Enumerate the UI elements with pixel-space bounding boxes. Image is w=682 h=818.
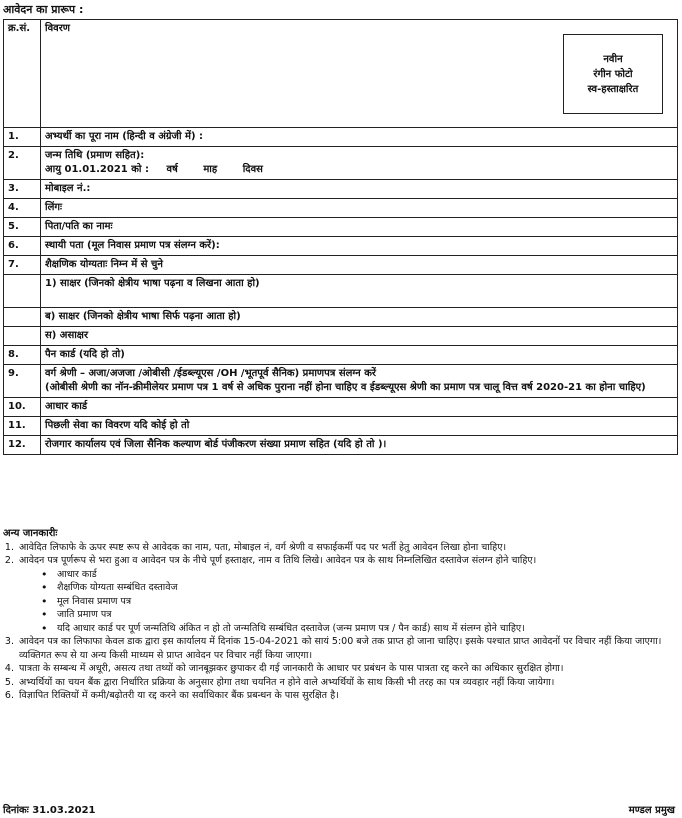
bullet-item: • यदि आधार कार्ड पर पूर्ण जन्मतिथि अंकित न हो तो जन्मतिथि सम्बंधित दस्तावेज (जन्म प्रमाण पत्र / पैन कार्ड) साथ में संलग्न होने चाहिए।	[55, 622, 679, 636]
photo-box-line: नवीन	[603, 53, 623, 65]
info-item: 4. पात्रता के सम्बन्ध में अधूरी, असत्य तथा तथ्यों को जानबूझकर छुपाकर दी गई जानकारी के आधार पर प्रबंधन के पास पात्रता रद्द करने का अधिकार सुरक्षित होगा।	[17, 662, 679, 676]
table-row	[4, 365, 678, 398]
table-row	[4, 436, 678, 455]
table-row	[4, 346, 678, 365]
category-note: (ओबीसी श्रेणी का नॉन-क्रीमीलेयर प्रमाण पत्र 1 वर्ष से अधिक पुराना नहीं होना चाहिए व ईडब्ल्यूएस श्रेणी का प्रमाण पत्र चालू वित्त वर्ष 2020-21 का होना चाहिए)	[45, 382, 646, 393]
qualification-option-b: ब) साक्षर (जिनको क्षेत्रीय भाषा सिर्फ पढ़ना आता हो)	[41, 308, 678, 327]
row-category	[41, 365, 678, 398]
footer-date: दिनांकः 31.03.2021	[3, 805, 96, 816]
table-row	[4, 218, 678, 237]
info-item	[17, 554, 679, 635]
bullet-item: • शैक्षणिक योग्यता सम्बंधित दस्तावेज	[55, 581, 679, 595]
row-employment-registration: रोजगार कार्यालय एवं जिला सैनिक कल्याण बोर्ड पंजीकरण संख्या प्रमाण सहित (यदि हो तो )।	[41, 436, 678, 455]
table-row	[4, 327, 678, 346]
footer-signatory: मण्डल प्रमुख	[628, 805, 675, 816]
row-permanent-address: स्थायी पता (मूल निवास प्रमाण पत्र संलग्न करें):	[41, 237, 678, 256]
table-row	[4, 237, 678, 256]
table-row	[4, 199, 678, 218]
row-number: 5.	[4, 218, 41, 237]
row-father-husband-name: पिता/पति का नामः	[41, 218, 678, 237]
age-prefix: आयु 01.01.2021 को :	[45, 164, 149, 175]
row-number: 12.	[4, 436, 41, 455]
info-item: 1. आवेदित लिफाफे के ऊपर स्पष्ट रूप से आवेदक का नाम, पता, मोबाइल नं, वर्ग श्रेणी व सफाईकर्मी पद पर भर्ती हेतु आवेदन लिखा होना चाहिए।	[17, 541, 679, 555]
qualification-option-a: 1) साक्षर (जिनको क्षेत्रीय भाषा पढ़ना व लिखना आता हो)	[41, 275, 678, 308]
footer	[3, 802, 679, 816]
row-number: 7.	[4, 256, 41, 275]
bullet-item: • आधार कार्ड	[55, 568, 679, 582]
info-item: 6. विज्ञापित रिक्तियों में कमी/बढ़ोतरी या रद्द करने का सर्वाधिकार बैंक प्रबन्धन के पास सुरक्षित है।	[17, 689, 679, 703]
photo-box	[563, 34, 663, 114]
row-number: 8.	[4, 346, 41, 365]
header-description-cell	[41, 20, 678, 128]
row-previous-service: पिछली सेवा का विवरण यदि कोई हो तो	[41, 417, 678, 436]
row-date-of-birth	[41, 147, 678, 180]
age-day-label: दिवस	[242, 164, 263, 175]
age-month-label: माह	[203, 164, 218, 175]
row-number: 9.	[4, 365, 41, 398]
row-number: 10.	[4, 398, 41, 417]
row-number: 2.	[4, 147, 41, 180]
row-mobile: मोबाइल नं.:	[41, 180, 678, 199]
qualification-option-c: स) असाक्षर	[41, 327, 678, 346]
table-row	[4, 256, 678, 275]
header-description: विवरण	[45, 23, 71, 34]
info-item: 5. अभ्यर्थियों का चयन बैंक द्वारा निर्धारित प्रक्रिया के अनुसार होगा तथा चयनित न होने वाले अभ्यर्थियों के साथ किसी भी तरह का पत्र व्यवहार नहीं किया जायेगा।	[17, 676, 679, 690]
info-list	[3, 541, 679, 703]
header-serial-no: क्र.सं.	[4, 20, 41, 128]
row-gender: लिंगः	[41, 199, 678, 218]
table-header-row	[4, 20, 678, 128]
table-row	[4, 147, 678, 180]
age-year-label: वर्ष	[166, 164, 178, 175]
info-item: 3. आवेदन पत्र का लिफाफा केवल डाक द्वारा इस कार्यालय में दिनांक 15-04-2021 को सायं 5:00 बजे तक प्राप्त हो जाना चाहिए। इसके पश्चात प्राप्त आवेदनों पर विचार नहीं किया जाएगा। व्यक्तिगत रूप से या अन्य किसी माध्यम से प्राप्त आवेदन पर विचार नहीं किया जाएगा।	[17, 635, 679, 662]
table-row	[4, 417, 678, 436]
info-item-text: आवेदन पत्र पूर्णरूप से भरा हुआ व आवेदन पत्र के नीचे पूर्ण हस्ताक्षर, नाम व तिथि लिखे। आवेदन पत्र के साथ निम्नलिखित दस्तावेज संलग्न होने चाहिए।	[19, 555, 537, 566]
age-line	[45, 163, 673, 177]
bullet-item: • मूल निवास प्रमाण पत्र	[55, 595, 679, 609]
table-row	[4, 180, 678, 199]
bullet-item: • जाति प्रमाण पत्र	[55, 608, 679, 622]
row-number: 1.	[4, 128, 41, 147]
other-information	[3, 527, 679, 703]
category-label: वर्ग श्रेणी – अजा/अजजा /ओबीसी /ईडब्ल्यूएस /OH /भूतपूर्व सैनिक) प्रमाणपत्र संलग्न करें	[45, 368, 376, 379]
row-aadhaar: आधार कार्ड	[41, 398, 678, 417]
application-form-table	[3, 19, 678, 455]
table-row	[4, 275, 678, 308]
info-title: अन्य जानकारीः	[3, 528, 58, 539]
photo-box-line: स्व-हस्ताक्षरित	[587, 83, 639, 95]
dob-label: जन्म तिथि (प्रमाण सहित):	[45, 150, 145, 161]
form-title: आवेदन का प्रारूप :	[3, 3, 84, 16]
row-number: 11.	[4, 417, 41, 436]
document-bullet-list	[19, 568, 679, 636]
row-candidate-name: अभ्यर्थी का पूरा नाम (हिन्दी व अंग्रेजी में) :	[41, 128, 678, 147]
row-number: 6.	[4, 237, 41, 256]
table-row	[4, 308, 678, 327]
photo-box-line: रंगीन फोटो	[593, 68, 633, 80]
table-row	[4, 128, 678, 147]
table-row	[4, 398, 678, 417]
row-number: 4.	[4, 199, 41, 218]
row-pan-card: पैन कार्ड (यदि हो तो)	[41, 346, 678, 365]
row-qualification: शैक्षणिक योग्यताः निम्न में से चुने	[41, 256, 678, 275]
row-number: 3.	[4, 180, 41, 199]
